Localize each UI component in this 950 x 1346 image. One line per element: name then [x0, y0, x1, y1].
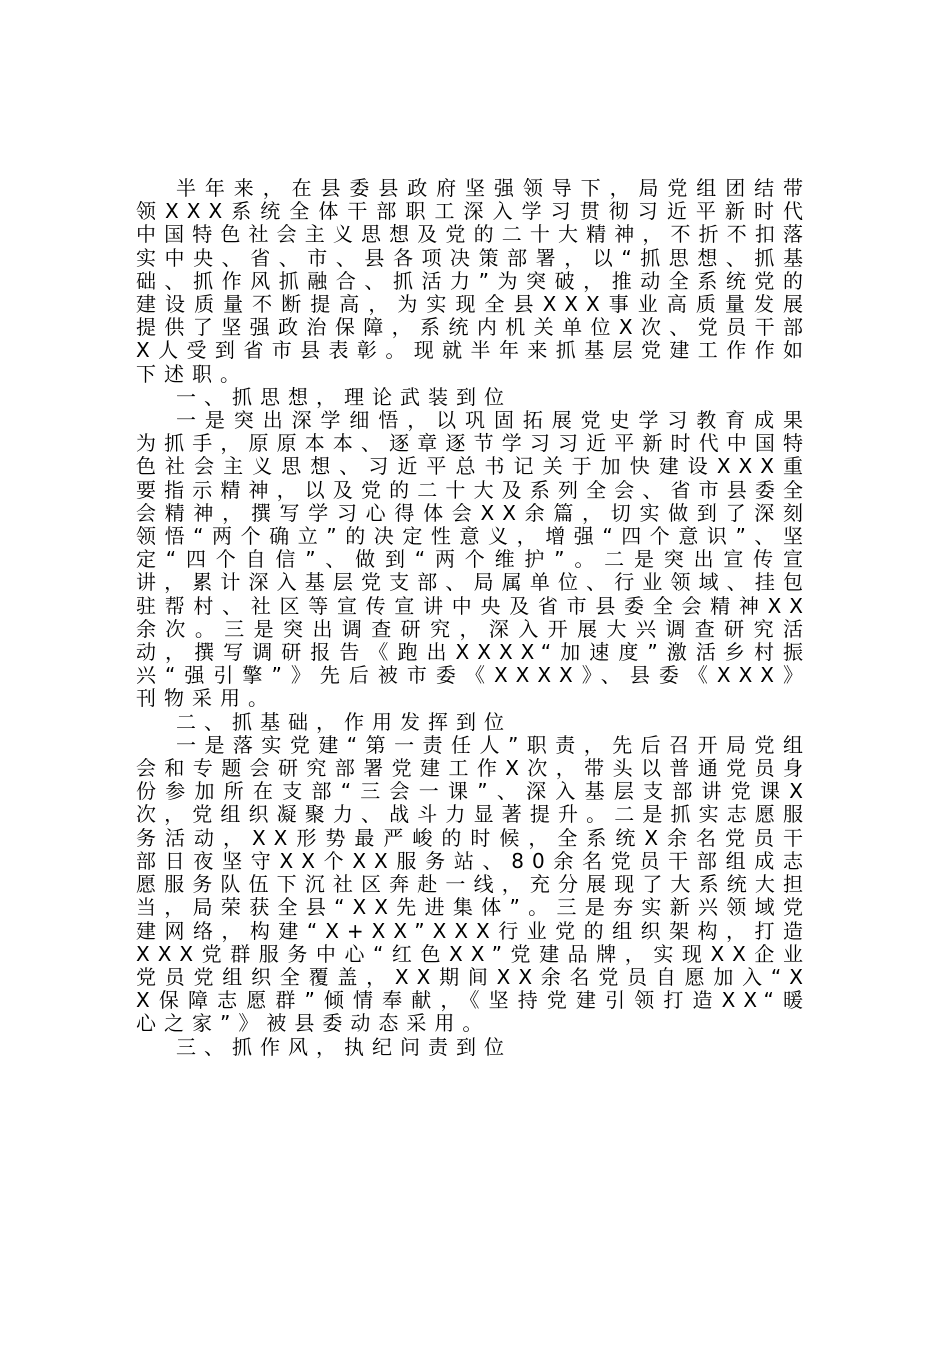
section-heading-3: 三、抓作风，执纪问责到位: [176, 1034, 512, 1059]
section-heading-1: 一、抓思想，理论武装到位: [176, 384, 512, 409]
document-body: [136, 177, 811, 1059]
section-heading-2: 二、抓基础，作用发挥到位: [176, 709, 512, 734]
section-1-paragraph: 一是突出深学细悟，以巩固拓展党史学习教育成果为抓手，原原本本、逐章逐节学习习近平新时代中国特色社会主义思想、习近平总书记关于加快建设XXX重要指示精神，以及党的二十大及系列全会、省市县委全会精神，撰写学习心得体会XX余篇，切实做到了深刻领悟“两个确立”的决定性意义，增强“四个意识”、坚定“四个自信”、做到“两个维护”。二是突出宣传宣讲，累计深入基层党支部、局属单位、行业领域、挂包驻帮村、社区等宣传宣讲中央及省市县委全会精神XX余次。三是突出调查研究，深入开展大兴调查研究活动，撰写调研报告《跑出XXXX“加速度”激活乡村振兴“强引擎”》先后被市委《XXXX》、县委《XXX》刊物采用。: [136, 408, 811, 711]
section-2-paragraph: 一是落实党建“第一责任人”职责，先后召开局党组会和专题会研究部署党建工作X次，带头以普通党员身份参加所在支部“三会一课”、深入基层支部讲党课X次，党组织凝聚力、战斗力显著提升。二是抓实志愿服务活动，XX形势最严峻的时候，全系统X余名党员干部日夜坚守XX个XX服务站、80余名党员干部组成志愿服务队伍下沉社区奔赴一线，充分展现了大系统大担当，局荣获全县“XX先进集体”。三是夯实新兴领域党建网络，构建“X+XX”XXX行业党的组织架构，打造XXX党群服务中心“红色XX”党建品牌，实现XX企业党员党组织全覆盖，XX期间XX余名党员自愿加入“XX保障志愿群”倾情奉献，《坚持党建引领打造XX“暖心之家”》被县委动态采用。: [136, 732, 811, 1036]
intro-paragraph: 半年来，在县委县政府坚强领导下，局党组团结带领XXX系统全体干部职工深入学习贯彻习近平新时代中国特色社会主义思想及党的二十大精神，不折不扣落实中央、省、市、县各项决策部署，以“抓思想、抓基础、抓作风抓融合、抓活力”为突破，推动全系统党的建设质量不断提高，为实现全县XXX事业高质量发展提供了坚强政治保障，系统内机关单位X次、党员干部X人受到省市县表彰。现就半年来抓基层党建工作作如下述职。: [136, 176, 811, 386]
